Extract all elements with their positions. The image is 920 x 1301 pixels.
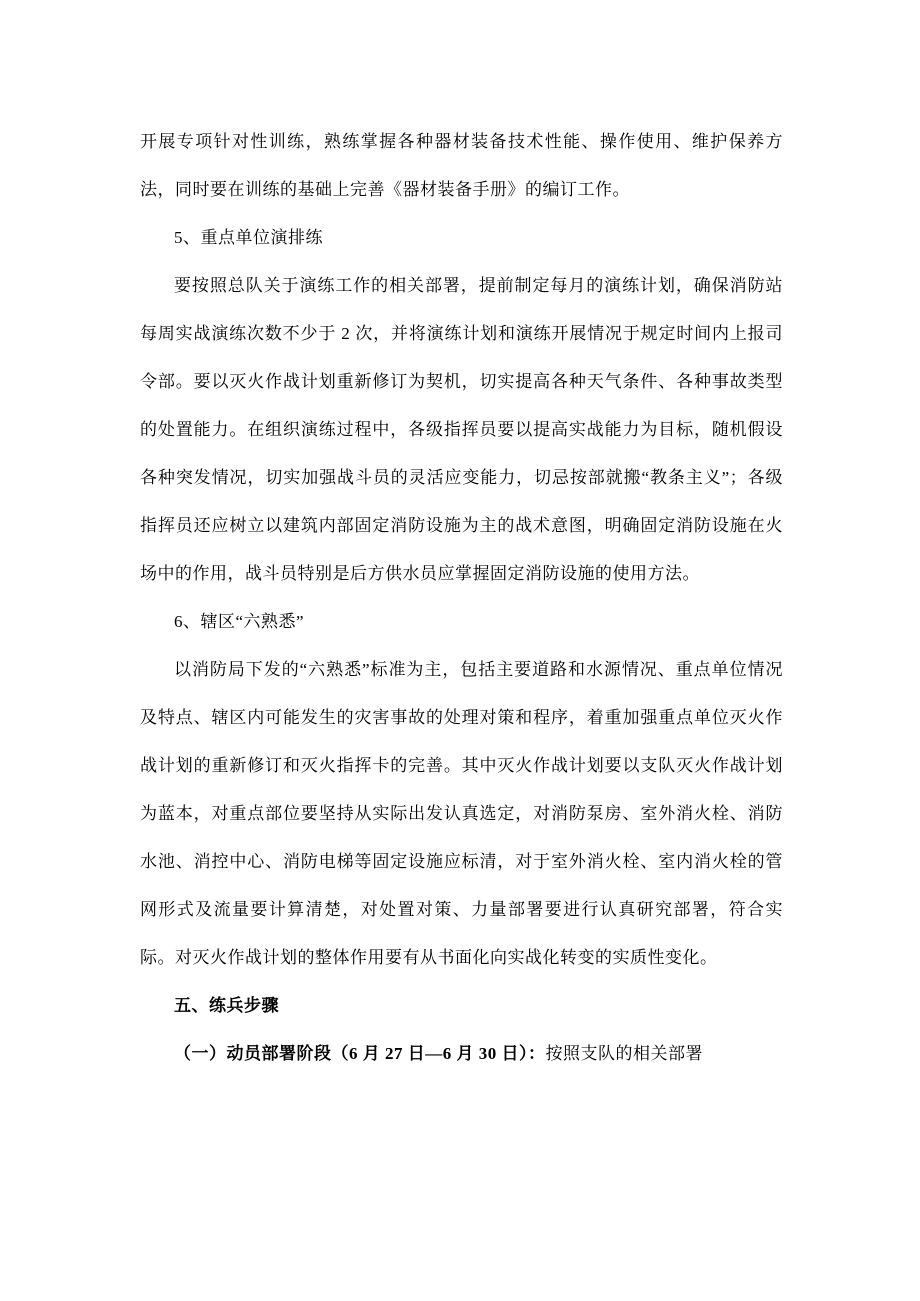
heading-section-6: 6、辖区“六熟悉” bbox=[174, 612, 305, 631]
paragraph-stage-1 bbox=[140, 1030, 783, 1078]
paragraph-section-6-body: 以消防局下发的“六熟悉”标准为主，包括主要道路和水源情况、重点单位情况及特点、辖区内可能发生的灾害事故的处理对策和程序，着重加强重点单位灭火作战计划的重新修订和灭火指挥卡的完善。其中灭火作战计划要以支队灭火作战计划为蓝本，对重点部位要坚持从实际出发认真选定，对消防泵房、室外消火栓、消防水池、消控中心、消防电梯等固定设施应标清，对于室外消火栓、室内消火栓的管网形式及流量要计算清楚，对处置对策、力量部署要进行认真研究部署，符合实际。对灭火作战计划的整体作用要有从书面化向实战化转变的实质性变化。 bbox=[140, 660, 783, 967]
stage-1-bold-lead: （一）动员部署阶段（6 月 27 日—6 月 30 日）： bbox=[174, 1044, 546, 1063]
paragraph-continuation: 开展专项针对性训练，熟练掌握各种器材装备技术性能、操作使用、维护保养方法，同时要在训练的基础上完善《器材装备手册》的编订工作。 bbox=[140, 132, 783, 199]
paragraph-section-5-body: 要按照总队关于演练工作的相关部署，提前制定每月的演练计划，确保消防站每周实战演练次数不少于 2 次，并将演练计划和演练开展情况于规定时间内上报司令部。要以灭火作战计划重新修订为契机，切实提高各种天气条件、各种事故类型的处置能力。在组织演练过程中，各级指挥员要以提高实战能力为目标，随机假设各种突发情况，切实加强战斗员的灵活应变能力，切忌按部就搬“教条主义”；各级指挥员还应树立以建筑内部固定消防设施为主的战术意图，明确固定消防设施在火场中的作用，战斗员特别是后方供水员应掌握固定消防设施的使用方法。 bbox=[140, 276, 783, 583]
heading-section-5: 5、重点单位演排练 bbox=[174, 228, 323, 247]
stage-1-body-text: 按照支队的相关部署 bbox=[545, 1044, 703, 1063]
heading-chapter-5-training-steps: 五、练兵步骤 bbox=[174, 996, 279, 1015]
